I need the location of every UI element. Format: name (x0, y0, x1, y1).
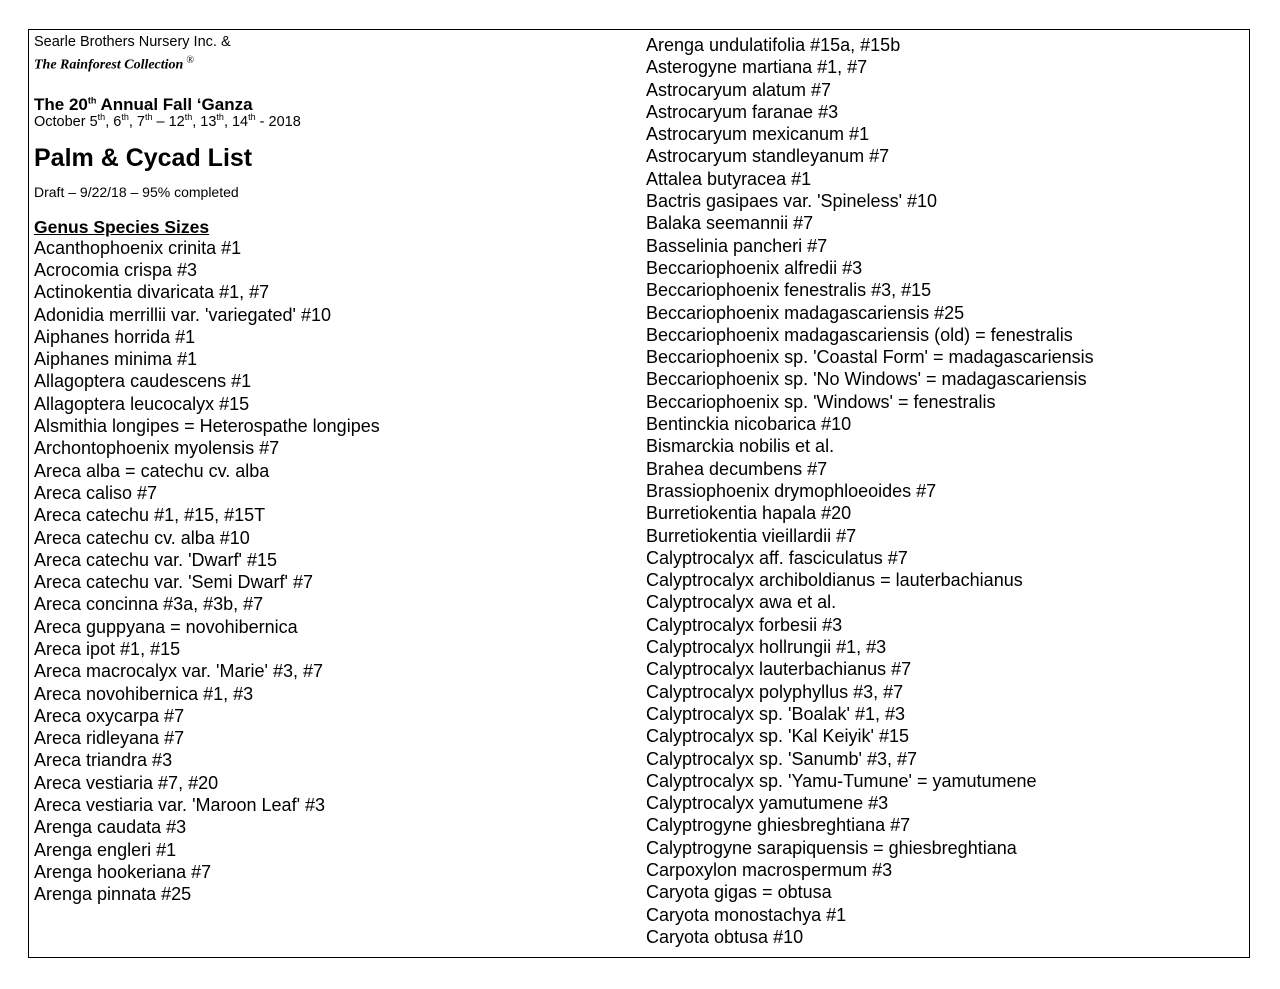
list-item: Astrocaryum mexicanum #1 (646, 124, 870, 145)
list-item: Aiphanes horrida #1 (34, 326, 196, 347)
event-title-suffix: Annual Fall ‘Ganza (96, 94, 253, 114)
list-item: Brassiophoenix drymophloeoides #7 (646, 480, 937, 501)
list-item: Bentinckia nicobarica #10 (646, 414, 852, 435)
date-part: , 13 (192, 113, 217, 130)
list-item: Areca catechu var. 'Semi Dwarf' #7 (34, 572, 313, 593)
date-ordinal: th (144, 111, 153, 122)
list-item: Areca novohibernica #1, #3 (34, 683, 254, 704)
collection-text: The Rainforest Collection (34, 57, 184, 73)
list-item: Calyptrogyne ghiesbreghtiana #7 (646, 815, 911, 836)
list-item: Areca oxycarpa #7 (34, 705, 185, 726)
list-item: Areca vestiaria #7, #20 (34, 772, 219, 793)
list-item: Astrocaryum alatum #7 (646, 79, 832, 100)
list-item: Allagoptera leucocalyx #15 (34, 393, 250, 414)
list-item: Areca catechu var. 'Dwarf' #15 (34, 549, 277, 570)
list-item: Acrocomia crispa #3 (34, 259, 198, 280)
date-ordinal: th (248, 111, 256, 122)
list-item: Caryota monostachya #1 (646, 904, 847, 925)
date-part: , 14 (223, 113, 249, 130)
date-ordinal: th (97, 111, 106, 122)
list-item: Arenga pinnata #25 (34, 884, 192, 905)
event-title (34, 96, 380, 114)
column-header: Genus Species Sizes (34, 216, 210, 237)
list-item: Acanthophoenix crinita #1 (34, 237, 242, 258)
list-item: Caryota obtusa #10 (646, 926, 804, 947)
list-item: Areca ipot #1, #15 (34, 639, 181, 659)
list-item: Calyptrocalyx hollrungii #1, #3 (646, 637, 887, 658)
list-item: Areca triandra #3 (34, 750, 173, 771)
list-item: Calyptrogyne sarapiquensis = ghiesbreghtiana (646, 837, 1017, 858)
list-item: Areca catechu cv. alba #10 (34, 527, 250, 548)
date-part: – 12 (152, 113, 185, 130)
list-item: Areca macrocalyx var. 'Marie' #3, #7 (34, 661, 323, 682)
date-ordinal: th (121, 111, 129, 122)
list-item: Carpoxylon macrospermum #3 (646, 859, 893, 880)
date-part: , 7 (128, 113, 145, 130)
list-title: Palm & Cycad List (34, 143, 253, 172)
list-item: Calyptrocalyx forbesii #3 (646, 614, 843, 635)
event-title-ordinal: th (87, 95, 97, 105)
list-item: Bismarckia nobilis et al. (646, 436, 835, 457)
list-item: Arenga undulatifolia #15a, #15b (646, 35, 901, 55)
list-item: Areca ridleyana #7 (34, 728, 185, 749)
list-item: Calyptrocalyx sp. 'Boalak' #1, #3 (646, 703, 906, 724)
date-ordinal: th (184, 111, 193, 122)
list-item: Areca catechu #1, #15, #15T (34, 505, 266, 526)
registered-mark: ® (186, 55, 194, 66)
list-item: Areca guppyana = novohibernica (34, 616, 298, 637)
list-item: Aiphanes minima #1 (34, 349, 198, 370)
list-item: Calyptrocalyx archiboldianus = lauterbachianus (646, 570, 1023, 591)
list-item: Burretiokentia vieillardii #7 (646, 525, 857, 546)
left-column (34, 34, 380, 906)
list-item: Arenga hookeriana #7 (34, 861, 212, 882)
list-item: Beccariophoenix sp. 'Windows' = fenestralis (646, 391, 996, 412)
list-item: Beccariophoenix madagascariensis #25 (646, 302, 965, 323)
list-item: Calyptrocalyx sp. 'Kal Keiyik' #15 (646, 726, 909, 747)
list-item: Beccariophoenix fenestralis #3, #15 (646, 280, 932, 301)
list-item: Calyptrocalyx awa et al. (646, 592, 837, 613)
list-item: Alsmithia longipes = Heterospathe longipes (34, 416, 380, 437)
event-title-prefix: The 20 (34, 94, 88, 114)
list-item: Calyptrocalyx lauterbachianus #7 (646, 659, 912, 680)
date-ordinal: th (216, 111, 224, 122)
list-item: Areca vestiaria var. 'Maroon Leaf' #3 (34, 795, 326, 816)
list-item: Beccariophoenix madagascariensis (old) = fenestralis (646, 324, 1073, 345)
draft-status: Draft – 9/22/18 – 95% completed (34, 183, 239, 200)
list-item: Burretiokentia hapala #20 (646, 503, 852, 524)
list-item: Areca alba = catechu cv. alba (34, 460, 270, 481)
right-species-list (646, 34, 1094, 948)
left-species-list (34, 237, 380, 906)
company-name: Searle Brothers Nursery Inc. & (34, 34, 231, 50)
list-item: Calyptrocalyx sp. 'Yamu-Tumune' = yamutumene (646, 770, 1037, 791)
list-item: Bactris gasipaes var. 'Spineless' #10 (646, 191, 938, 212)
list-item: Beccariophoenix sp. 'Coastal Form' = madagascariensis (646, 347, 1094, 368)
right-column (646, 34, 1094, 948)
list-item: Caryota gigas = obtusa (646, 882, 832, 903)
list-item: Basselinia pancheri #7 (646, 235, 828, 256)
list-item: Allagoptera caudescens #1 (34, 371, 252, 392)
event-dates (34, 111, 380, 130)
list-item: Brahea decumbens #7 (646, 458, 828, 479)
list-item: Astrocaryum faranae #3 (646, 101, 839, 122)
list-item: Astrocaryum standleyanum #7 (646, 146, 890, 167)
list-item: Areca concinna #3a, #3b, #7 (34, 594, 264, 615)
list-item: Actinokentia divaricata #1, #7 (34, 282, 270, 303)
list-item: Archontophoenix myolensis #7 (34, 438, 280, 459)
list-item: Attalea butyracea #1 (646, 168, 812, 189)
date-part: - 2018 (255, 113, 301, 130)
list-item: Calyptrocalyx yamutumene #3 (646, 793, 889, 814)
collection-name (34, 52, 380, 75)
list-item: Calyptrocalyx polyphyllus #3, #7 (646, 681, 904, 702)
list-item: Beccariophoenix alfredii #3 (646, 257, 863, 278)
list-item: Areca caliso #7 (34, 482, 158, 503)
list-item: Adonidia merrillii var. 'variegated' #10 (34, 304, 332, 325)
date-part: October 5 (34, 113, 98, 130)
list-item: Calyptrocalyx sp. 'Sanumb' #3, #7 (646, 748, 918, 769)
list-item: Arenga engleri #1 (34, 839, 177, 860)
list-item: Beccariophoenix sp. 'No Windows' = madagascariensis (646, 369, 1087, 390)
list-item: Asterogyne martiana #1, #7 (646, 57, 868, 78)
list-item: Balaka seemannii #7 (646, 213, 814, 234)
date-part: , 6 (105, 113, 122, 130)
list-item: Calyptrocalyx aff. fasciculatus #7 (646, 547, 908, 568)
list-item: Arenga caudata #3 (34, 817, 187, 838)
